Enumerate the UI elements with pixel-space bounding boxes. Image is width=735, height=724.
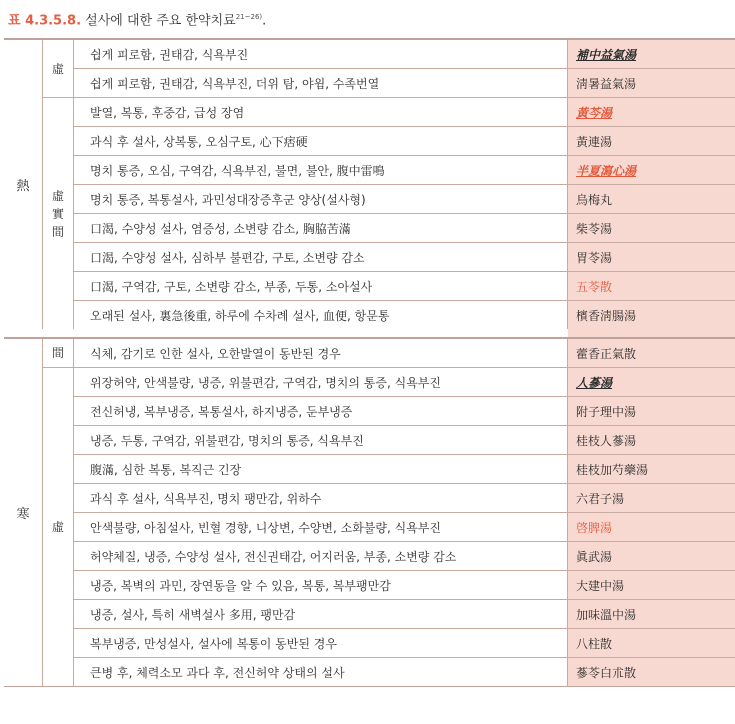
symptom-description: 과식 후 설사, 상복통, 오심구토, 心下痞硬 bbox=[74, 127, 568, 156]
table-row bbox=[4, 484, 735, 513]
subtype-cell bbox=[43, 338, 74, 368]
subtype-char: 間 bbox=[51, 346, 64, 360]
prescription-name: 蔘苓白朮散 bbox=[568, 658, 735, 687]
prescription-name: 八柱散 bbox=[568, 629, 735, 658]
table-row bbox=[4, 629, 735, 658]
symptom-description: 쉽게 피로함, 권태감, 식욕부진, 더위 탐, 야윔, 수족번열 bbox=[74, 69, 568, 98]
prescription-name: 黃芩湯 bbox=[568, 98, 735, 127]
table-row bbox=[4, 426, 735, 455]
prescription-name: 檳香淸腸湯 bbox=[568, 301, 735, 330]
subtype-cell bbox=[43, 98, 74, 330]
category-cell: 寒 bbox=[4, 338, 43, 687]
symptom-description: 오래된 설사, 裏急後重, 하루에 수차례 설사, 血便, 항문통 bbox=[74, 301, 568, 330]
table-number: 표 4.3.5.8. bbox=[8, 13, 82, 29]
table-row bbox=[4, 127, 735, 156]
caption-period: . bbox=[262, 13, 267, 29]
prescription-name: 加味溫中湯 bbox=[568, 600, 735, 629]
section-gap-fill bbox=[568, 329, 735, 338]
symptom-description: 식체, 감기로 인한 설사, 오한발열이 동반된 경우 bbox=[74, 338, 568, 368]
symptom-description: 명치 통증, 오심, 구역감, 식욕부진, 불면, 불안, 腹中雷鳴 bbox=[74, 156, 568, 185]
symptom-description: 과식 후 설사, 식욕부진, 명치 팽만감, 위하수 bbox=[74, 484, 568, 513]
subtype-cell bbox=[43, 39, 74, 98]
symptom-description: 허약체질, 냉증, 수양성 설사, 전신권태감, 어지러움, 부종, 소변량 감소 bbox=[74, 542, 568, 571]
prescription-name: 啓脾湯 bbox=[568, 513, 735, 542]
symptom-description: 안색불량, 아침설사, 빈혈 경향, 니상변, 수양변, 소화불량, 식욕부진 bbox=[74, 513, 568, 542]
section-gap-cell bbox=[4, 329, 568, 338]
symptom-description: 발열, 복통, 후중감, 급성 장염 bbox=[74, 98, 568, 127]
symptom-description: 냉증, 설사, 특히 새벽설사 多用, 팽만감 bbox=[74, 600, 568, 629]
symptom-description: 복부냉증, 만성설사, 설사에 복통이 동반된 경우 bbox=[74, 629, 568, 658]
subtype-char: 虛 bbox=[51, 61, 64, 76]
prescription-name: 六君子湯 bbox=[568, 484, 735, 513]
herbal-treatment-table bbox=[4, 38, 735, 687]
subtype-char: 實 bbox=[51, 206, 64, 221]
symptom-description: 口渴, 수양성 설사, 심하부 불편감, 구토, 소변량 감소 bbox=[74, 243, 568, 272]
table-row bbox=[4, 600, 735, 629]
prescription-name: 五苓散 bbox=[568, 272, 735, 301]
symptom-description: 위장허약, 안색불량, 냉증, 위불편감, 구역감, 명치의 통증, 식욕부진 bbox=[74, 368, 568, 397]
prescription-name: 藿香正氣散 bbox=[568, 338, 735, 368]
prescription-name: 烏梅丸 bbox=[568, 185, 735, 214]
symptom-description: 냉증, 두통, 구역감, 위불편감, 명치의 통증, 식욕부진 bbox=[74, 426, 568, 455]
prescription-name: 眞武湯 bbox=[568, 542, 735, 571]
table-title: 설사에 대한 주요 한약치료 bbox=[85, 13, 236, 29]
table-row bbox=[4, 301, 735, 330]
subtype-char: 虛 bbox=[51, 520, 64, 534]
prescription-name: 人蔘湯 bbox=[568, 368, 735, 397]
table-row bbox=[4, 658, 735, 687]
prescription-name: 大建中湯 bbox=[568, 571, 735, 600]
symptom-description: 냉증, 복벽의 과민, 장연동을 알 수 있음, 복통, 복부팽만감 bbox=[74, 571, 568, 600]
table-row bbox=[4, 272, 735, 301]
table-row bbox=[4, 214, 735, 243]
table-row bbox=[4, 98, 735, 127]
subtype-char: 虛 bbox=[51, 188, 64, 203]
symptom-description: 큰병 후, 체력소모 과다 후, 전신허약 상태의 설사 bbox=[74, 658, 568, 687]
table-row bbox=[4, 338, 735, 368]
reference-superscript: 21~26) bbox=[235, 13, 263, 21]
prescription-name: 附子理中湯 bbox=[568, 397, 735, 426]
table-caption bbox=[8, 6, 266, 28]
table-row bbox=[4, 368, 735, 397]
table-row bbox=[4, 455, 735, 484]
prescription-name: 胃苓湯 bbox=[568, 243, 735, 272]
prescription-name: 淸暑益氣湯 bbox=[568, 69, 735, 98]
table-row bbox=[4, 185, 735, 214]
symptom-description: 口渴, 구역감, 구토, 소변량 감소, 부종, 두통, 소아설사 bbox=[74, 272, 568, 301]
category-cell: 熱 bbox=[4, 39, 43, 329]
table-row bbox=[4, 513, 735, 542]
symptom-description: 명치 통증, 복통설사, 과민성대장증후군 양상(설사형) bbox=[74, 185, 568, 214]
table-row bbox=[4, 542, 735, 571]
table-row bbox=[4, 243, 735, 272]
prescription-name: 柴苓湯 bbox=[568, 214, 735, 243]
subtype-char: 間 bbox=[51, 224, 64, 239]
prescription-name: 半夏瀉心湯 bbox=[568, 156, 735, 185]
table-row bbox=[4, 397, 735, 426]
symptom-description: 腹滿, 심한 복통, 복직근 긴장 bbox=[74, 455, 568, 484]
table-row bbox=[4, 39, 735, 69]
symptom-description: 쉽게 피로함, 권태감, 식욕부진 bbox=[74, 39, 568, 69]
symptom-description: 口渴, 수양성 설사, 염증성, 소변량 감소, 胸脇苦滿 bbox=[74, 214, 568, 243]
symptom-description: 전신허냉, 복부냉증, 복통설사, 하지냉증, 둔부냉증 bbox=[74, 397, 568, 426]
table-bottom-rule bbox=[4, 687, 735, 688]
table-row bbox=[4, 156, 735, 185]
table-row bbox=[4, 69, 735, 98]
section-gap bbox=[4, 329, 735, 338]
prescription-name: 桂枝人蔘湯 bbox=[568, 426, 735, 455]
table-bottom-cell bbox=[4, 687, 735, 688]
prescription-name: 補中益氣湯 bbox=[568, 39, 735, 69]
table-row bbox=[4, 571, 735, 600]
prescription-name: 黃連湯 bbox=[568, 127, 735, 156]
subtype-cell bbox=[43, 368, 74, 687]
prescription-name: 桂枝加芍藥湯 bbox=[568, 455, 735, 484]
